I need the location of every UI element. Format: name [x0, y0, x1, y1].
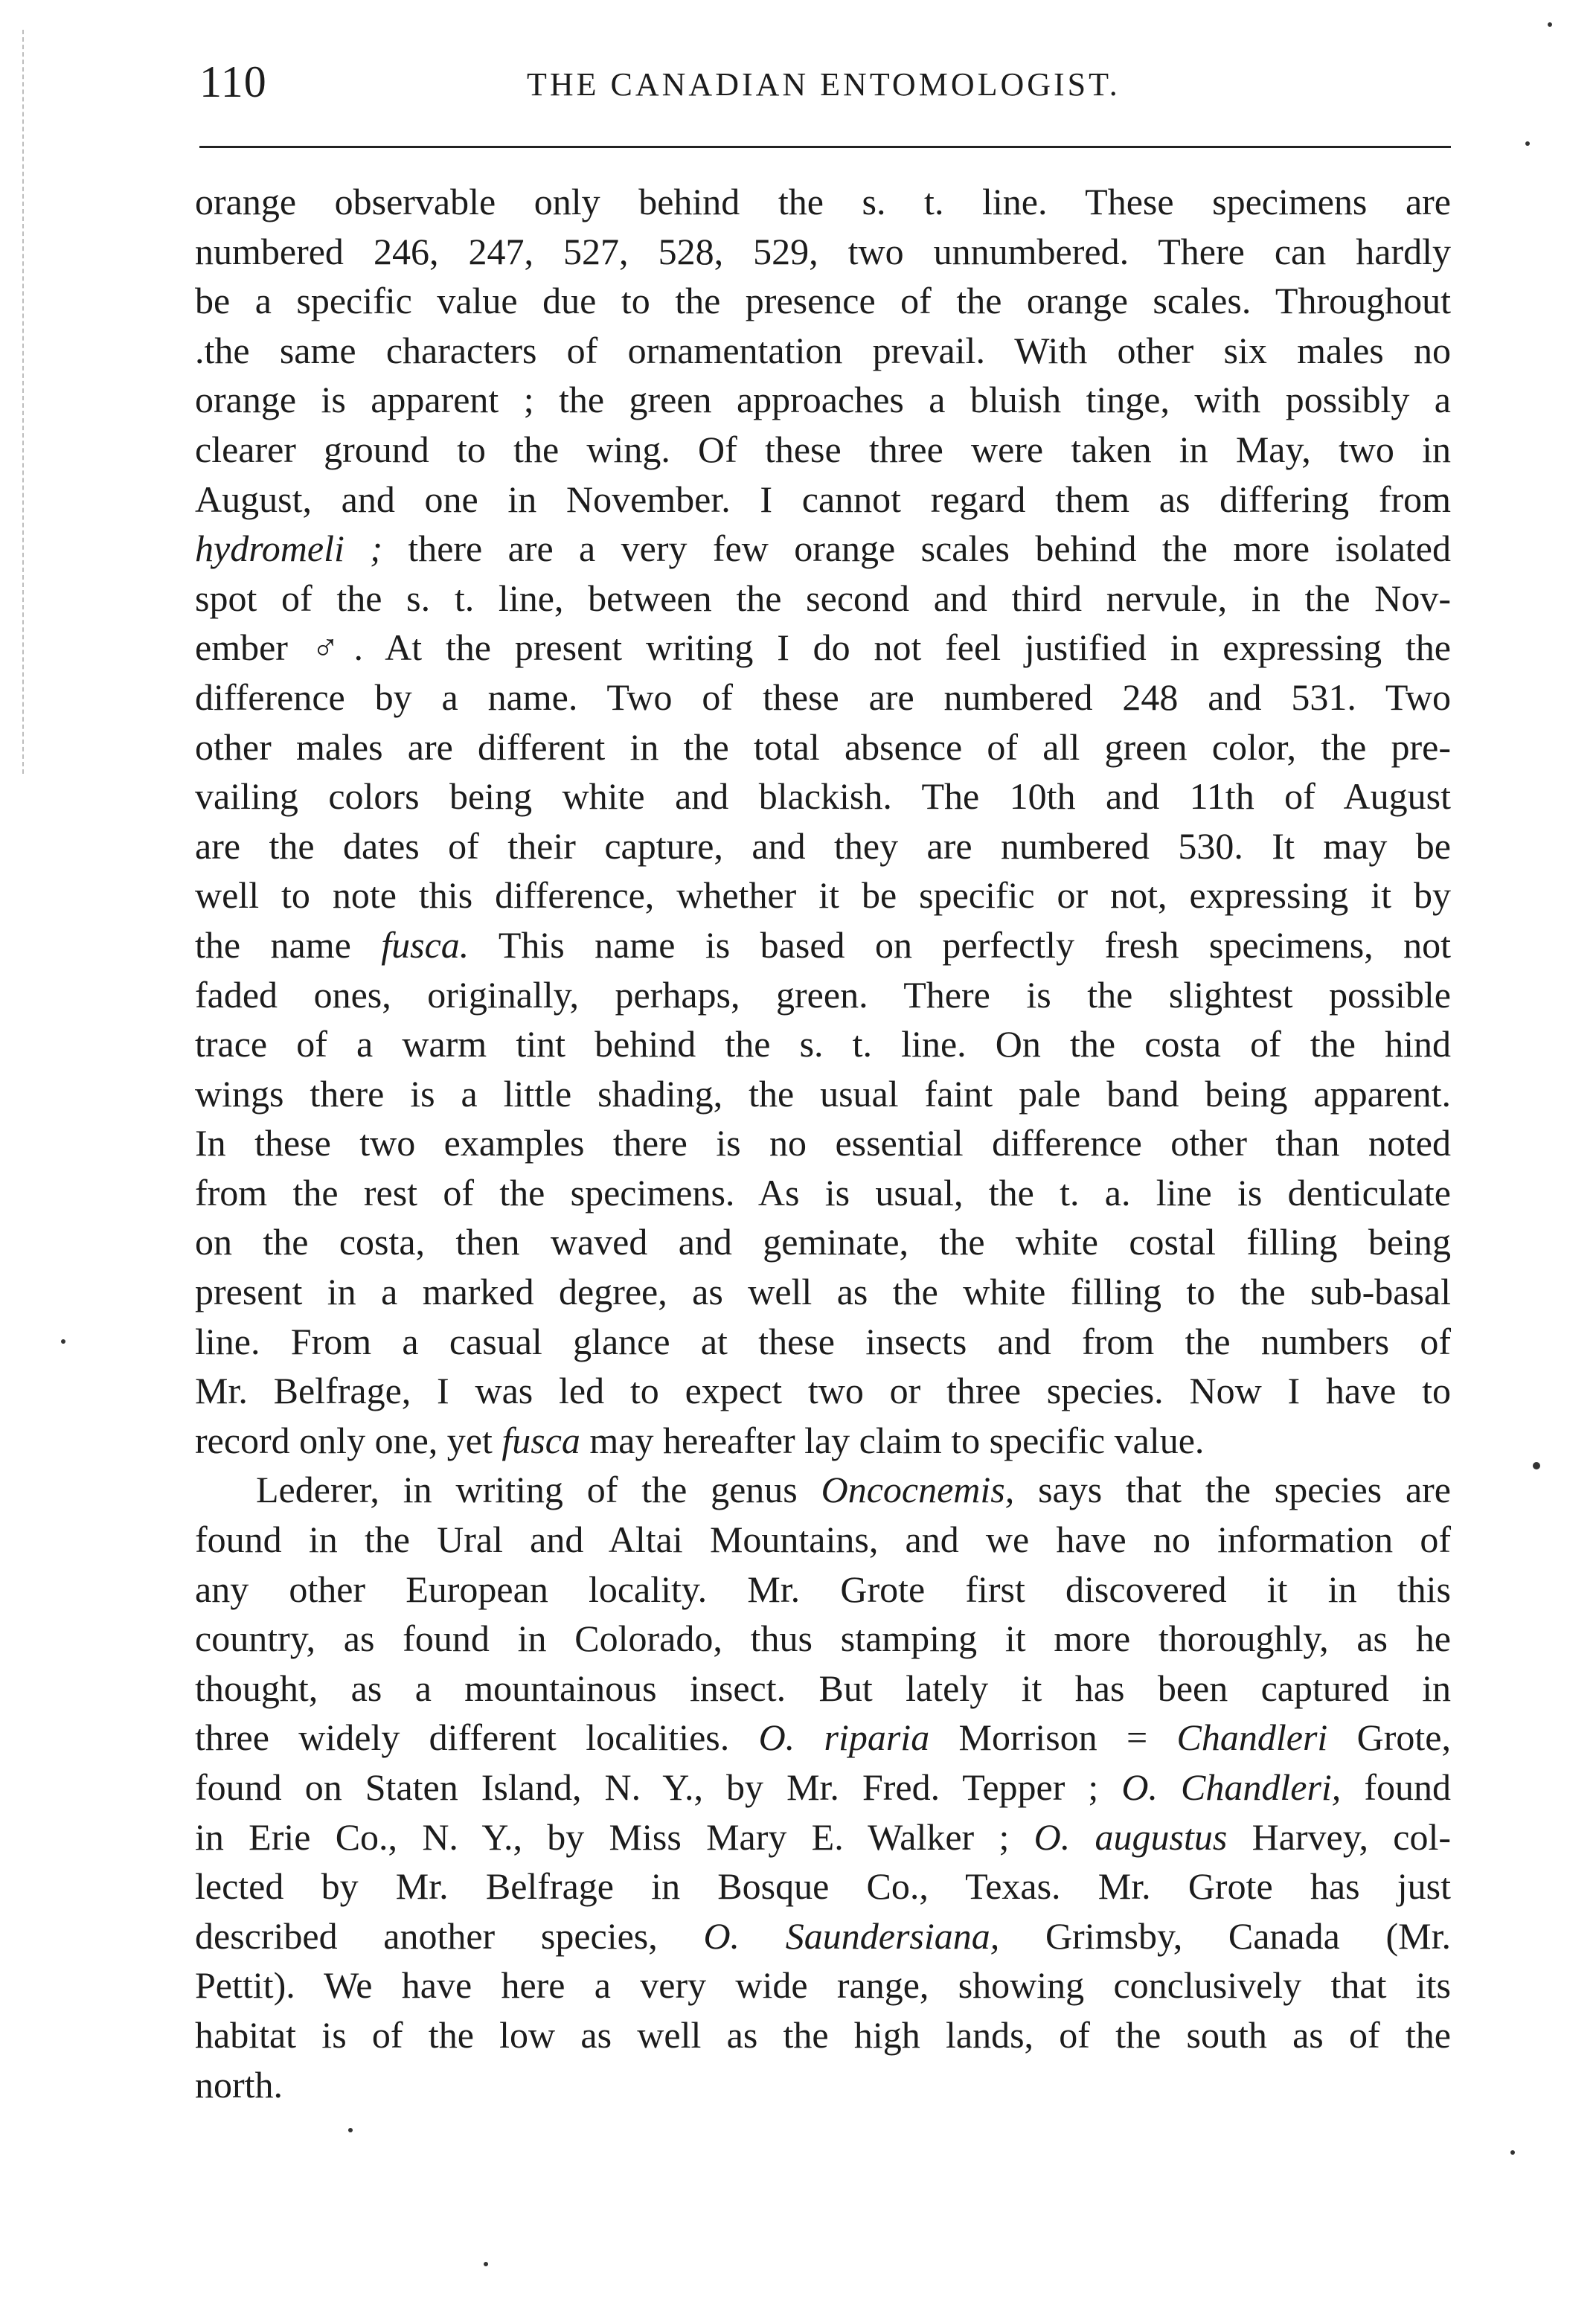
text-line: Pettit). We have here a very wide range, showing conclusively that its	[195, 1964, 1451, 2007]
text-line: orange is apparent ; the green approaches a bluish tinge, with possibly a	[195, 379, 1451, 421]
text-line: trace of a warm tint behind the s. t. line. On the costa of the hind	[195, 1023, 1451, 1065]
text-line: spot of the s. t. line, between the second and third nervule, in the Nov-	[195, 577, 1451, 619]
text-line: present in a marked degree, as well as the white filling to the sub-basal	[195, 1271, 1451, 1313]
genus-name-italic: Oncocnemis,	[821, 1469, 1015, 1511]
body-text	[195, 177, 1451, 2109]
text-line: well to note this difference, whether it be specific or not, expressing it by	[195, 874, 1451, 917]
species-name-italic: Chandleri	[1176, 1716, 1328, 1759]
scan-speck	[484, 2262, 488, 2266]
text-line: faded ones, originally, perhaps, green. There is the slightest possible	[195, 973, 1451, 1016]
scan-speck	[1510, 2150, 1515, 2155]
text-line: found on Staten Island, N. Y., by Mr. Fred. Tepper ; O. Chandleri, found	[195, 1766, 1452, 1808]
text-line: any other European locality. Mr. Grote first discovered it in this	[195, 1568, 1451, 1610]
text-line: found in the Ural and Altai Mountains, and we have no information of	[195, 1519, 1451, 1561]
text-line: In these two examples there is no essential difference other than noted	[195, 1122, 1451, 1164]
text-line: .the same characters of ornamentation prevail. With other six males no	[195, 329, 1451, 371]
text-line: vailing colors being white and blackish. The 10th and 11th of August	[195, 775, 1451, 818]
scan-margin-line	[22, 30, 24, 774]
species-name-italic: hydromeli ;	[195, 528, 382, 570]
page-number: 110	[199, 57, 267, 106]
text-line: habitat is of the low as well as the high lands, of the south as of the	[195, 2013, 1451, 2056]
text-line: north.	[195, 2063, 283, 2106]
species-name-italic: O. Saundersiana,	[703, 1914, 1000, 1957]
text-line: numbered 246, 247, 527, 528, 529, two unnumbered. There can hardly	[195, 230, 1451, 272]
paragraph-1	[195, 177, 1451, 1465]
text-line: lected by Mr. Belfrage in Bosque Co., Texas. Mr. Grote has just	[195, 1865, 1451, 1908]
text-line: are the dates of their capture, and they are numbered 530. It may be	[195, 824, 1451, 867]
scan-speck	[61, 1339, 65, 1344]
text-line: clearer ground to the wing. Of these three were taken in May, two in	[195, 428, 1451, 470]
text-line: Mr. Belfrage, I was led to expect two or three species. Now I have to	[195, 1370, 1451, 1412]
species-name-italic: fusca	[501, 1419, 580, 1461]
page-header	[199, 52, 1451, 119]
text-line: the name fusca. This name is based on perfectly fresh specimens, not	[195, 923, 1451, 966]
text-line: difference by a name. Two of these are numbered 248 and 531. Two	[195, 676, 1451, 718]
text-line: August, and one in November. I cannot regard them as differing from	[195, 478, 1451, 520]
text-line: wings there is a little shading, the usual faint pale band being apparent.	[195, 1072, 1451, 1115]
species-name-italic: O. augustus	[1033, 1815, 1228, 1858]
scan-speck	[1548, 22, 1552, 27]
text-line: thought, as a mountainous insect. But lately it has been captured in	[195, 1667, 1451, 1709]
text-line: on the costa, then waved and geminate, the white costal filling being	[195, 1221, 1451, 1263]
text-line: described another species, O. Saundersiana, Grimsby, Canada (Mr.	[195, 1914, 1451, 1957]
text-line: country, as found in Colorado, thus stamping it more thoroughly, as he	[195, 1618, 1451, 1660]
text-line: from the rest of the specimens. As is usual, the t. a. line is denticulate	[195, 1171, 1451, 1214]
running-title: THE CANADIAN ENTOMOLOGIST.	[527, 66, 1121, 103]
species-name-italic: fusca.	[381, 923, 469, 966]
text-line: three widely different localities. O. riparia Morrison = Chandleri Grote,	[195, 1716, 1452, 1759]
scan-speck	[348, 2128, 353, 2132]
scan-speck	[1533, 1462, 1540, 1469]
header-rule	[199, 146, 1451, 148]
text-line: hydromeli ; there are a very few orange scales behind the more isolated	[195, 528, 1451, 570]
species-name-italic: O. Chandleri,	[1121, 1766, 1342, 1808]
text-line: ember ♂. At the present writing I do not feel justified in expressing the	[195, 626, 1451, 669]
text-line: Lederer, in writing of the genus Oncocnemis, says that the species are	[256, 1469, 1451, 1511]
text-line: orange observable only behind the s. t. line. These specimens are	[195, 181, 1451, 222]
text-line: line. From a casual glance at these insects and from the numbers of	[195, 1320, 1451, 1362]
text-line: in Erie Co., N. Y., by Miss Mary E. Walker ; O. augustus Harvey, col-	[195, 1815, 1451, 1858]
scan-speck	[1525, 141, 1530, 146]
text-line: be a specific value due to the presence of the orange scales. Throughout	[195, 280, 1451, 322]
species-name-italic: O. riparia	[758, 1716, 930, 1759]
paragraph-2	[195, 1465, 1451, 2109]
text-line: other males are different in the total absence of all green color, the pre-	[195, 725, 1451, 768]
text-line: record only one, yet fusca may hereafter lay claim to specific value.	[195, 1419, 1205, 1461]
